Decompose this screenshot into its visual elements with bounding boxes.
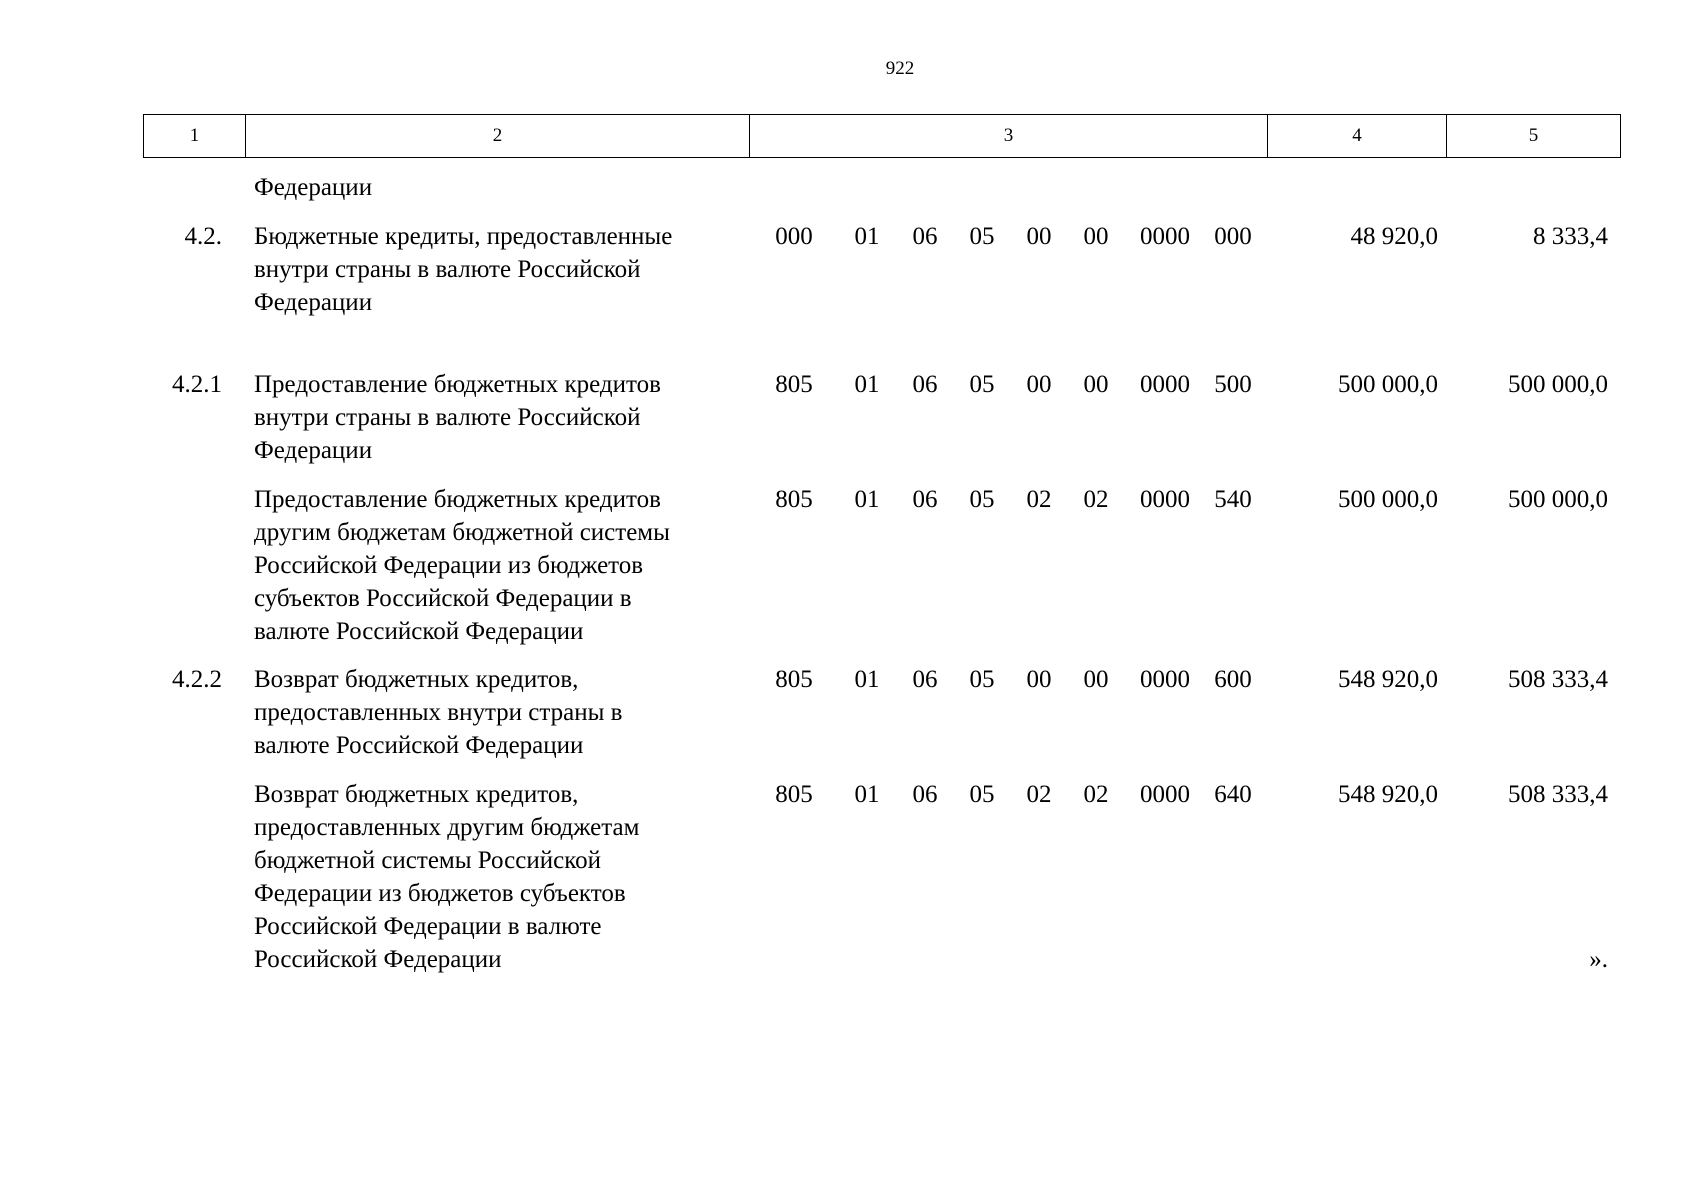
row-number: 4.2.1 <box>172 371 222 398</box>
code-element: 00 <box>1083 371 1109 398</box>
code-group: 01 <box>854 781 880 808</box>
code-subgroup: 06 <box>912 371 938 398</box>
code-group: 01 <box>854 223 880 250</box>
code-element: 00 <box>1083 223 1109 250</box>
value-column-5: 8 333,4 <box>1533 223 1608 250</box>
code-element: 02 <box>1083 781 1109 808</box>
value-column-5: 500 000,0 <box>1508 371 1608 398</box>
description-line: внутри страны в валюте Российской <box>254 404 641 431</box>
description-line: валюте Российской Федерации <box>254 732 584 759</box>
description-line: другим бюджетам бюджетной системы <box>254 519 670 546</box>
description-line: Российской Федерации из бюджетов <box>254 552 644 579</box>
column-header-row <box>144 115 1621 158</box>
code-subgroup: 06 <box>912 666 938 693</box>
code-kind: 600 <box>1214 666 1252 693</box>
code-subgroup: 06 <box>912 781 938 808</box>
row-description <box>254 483 754 648</box>
column-header-table <box>143 114 1621 158</box>
code-article: 05 <box>969 223 995 250</box>
code-article: 05 <box>969 666 995 693</box>
description-line: валюте Российской Федерации <box>254 618 584 645</box>
code-subarticle: 02 <box>1026 781 1052 808</box>
code-program: 0000 <box>1140 486 1190 513</box>
row-description <box>254 778 754 976</box>
value-column-4: 500 000,0 <box>1338 371 1438 398</box>
description-line: бюджетной системы Российской <box>254 847 601 874</box>
code-kind: 000 <box>1214 223 1252 250</box>
closing-quote: ». <box>1589 946 1608 973</box>
description-line: Предоставление бюджетных кредитов <box>254 486 661 513</box>
row-description <box>254 220 754 319</box>
code-admin: 805 <box>775 486 813 513</box>
value-column-5: 500 000,0 <box>1508 486 1608 513</box>
code-element: 00 <box>1083 666 1109 693</box>
row-description <box>254 663 754 762</box>
code-kind: 640 <box>1214 781 1252 808</box>
code-article: 05 <box>969 486 995 513</box>
code-group: 01 <box>854 666 880 693</box>
code-admin: 805 <box>775 781 813 808</box>
code-kind: 500 <box>1214 371 1252 398</box>
value-column-4: 48 920,0 <box>1350 223 1438 250</box>
description-line: Российской Федерации <box>254 946 502 973</box>
code-group: 01 <box>854 371 880 398</box>
code-program: 0000 <box>1140 371 1190 398</box>
column-header-4: 4 <box>1268 115 1447 158</box>
code-subarticle: 00 <box>1026 223 1052 250</box>
description-line: Предоставление бюджетных кредитов <box>254 371 661 398</box>
code-program: 0000 <box>1140 223 1190 250</box>
code-article: 05 <box>969 781 995 808</box>
code-admin: 805 <box>775 666 813 693</box>
value-column-5: 508 333,4 <box>1508 781 1608 808</box>
value-column-4: 548 920,0 <box>1338 781 1438 808</box>
column-header-5: 5 <box>1447 115 1621 158</box>
page-number: 922 <box>885 58 915 79</box>
row-number: 4.2.2 <box>172 666 222 693</box>
description-line: Федерации из бюджетов субъектов <box>254 880 626 907</box>
description-line: Федерации <box>254 437 373 464</box>
column-header-1: 1 <box>144 115 246 158</box>
row-description <box>254 368 754 467</box>
description-line: Возврат бюджетных кредитов, <box>254 781 579 808</box>
row-number: 4.2. <box>184 223 222 250</box>
description-line: Российской Федерации в валюте <box>254 913 602 940</box>
description-line: предоставленных внутри страны в <box>254 699 623 726</box>
description-line: предоставленных другим бюджетам <box>254 814 640 841</box>
description-line: Федерации <box>254 289 373 316</box>
code-subgroup: 06 <box>912 223 938 250</box>
code-element: 02 <box>1083 486 1109 513</box>
code-program: 0000 <box>1140 666 1190 693</box>
column-header-3: 3 <box>750 115 1268 158</box>
code-admin: 000 <box>775 223 813 250</box>
code-subarticle: 02 <box>1026 486 1052 513</box>
value-column-4: 500 000,0 <box>1338 486 1438 513</box>
code-group: 01 <box>854 486 880 513</box>
code-kind: 540 <box>1214 486 1252 513</box>
value-column-5: 508 333,4 <box>1508 666 1608 693</box>
description-line: субъектов Российской Федерации в <box>254 585 632 612</box>
code-admin: 805 <box>775 371 813 398</box>
code-article: 05 <box>969 371 995 398</box>
continuation-text: Федерации <box>254 174 373 201</box>
description-line: внутри страны в валюте Российской <box>254 256 641 283</box>
code-subarticle: 00 <box>1026 371 1052 398</box>
column-header-2: 2 <box>246 115 750 158</box>
code-program: 0000 <box>1140 781 1190 808</box>
description-line: Бюджетные кредиты, предоставленные <box>254 223 673 250</box>
code-subarticle: 00 <box>1026 666 1052 693</box>
description-line: Возврат бюджетных кредитов, <box>254 666 579 693</box>
code-subgroup: 06 <box>912 486 938 513</box>
value-column-4: 548 920,0 <box>1338 666 1438 693</box>
